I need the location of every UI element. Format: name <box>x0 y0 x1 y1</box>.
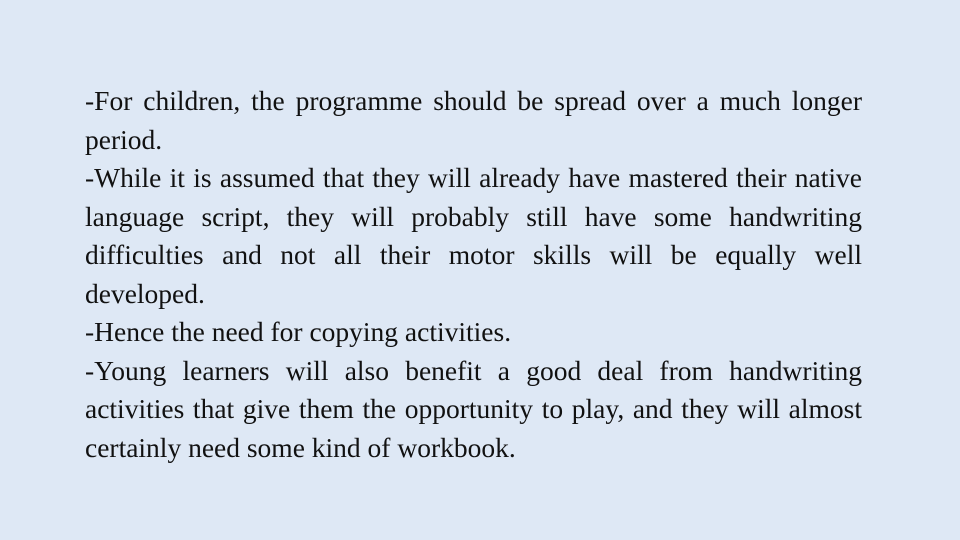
paragraph-young-learners: -Young learners will also benefit a good deal from handwriting activities that give them the opportunity to play, and they will almost certainly need some kind of workbook. <box>85 354 862 463</box>
paragraph-copying-activities: -Hence the need for copying activities. <box>85 316 512 347</box>
paragraph-children-programme: -For children, the programme should be spread over a much longer period. <box>85 85 862 155</box>
paragraph-handwriting-difficulties: -While it is assumed that they will already have mastered their native language script, they will probably still have some handwriting difficulties and not all their motor skills will be equally well developed. <box>85 162 862 309</box>
body-text-box <box>85 82 862 467</box>
